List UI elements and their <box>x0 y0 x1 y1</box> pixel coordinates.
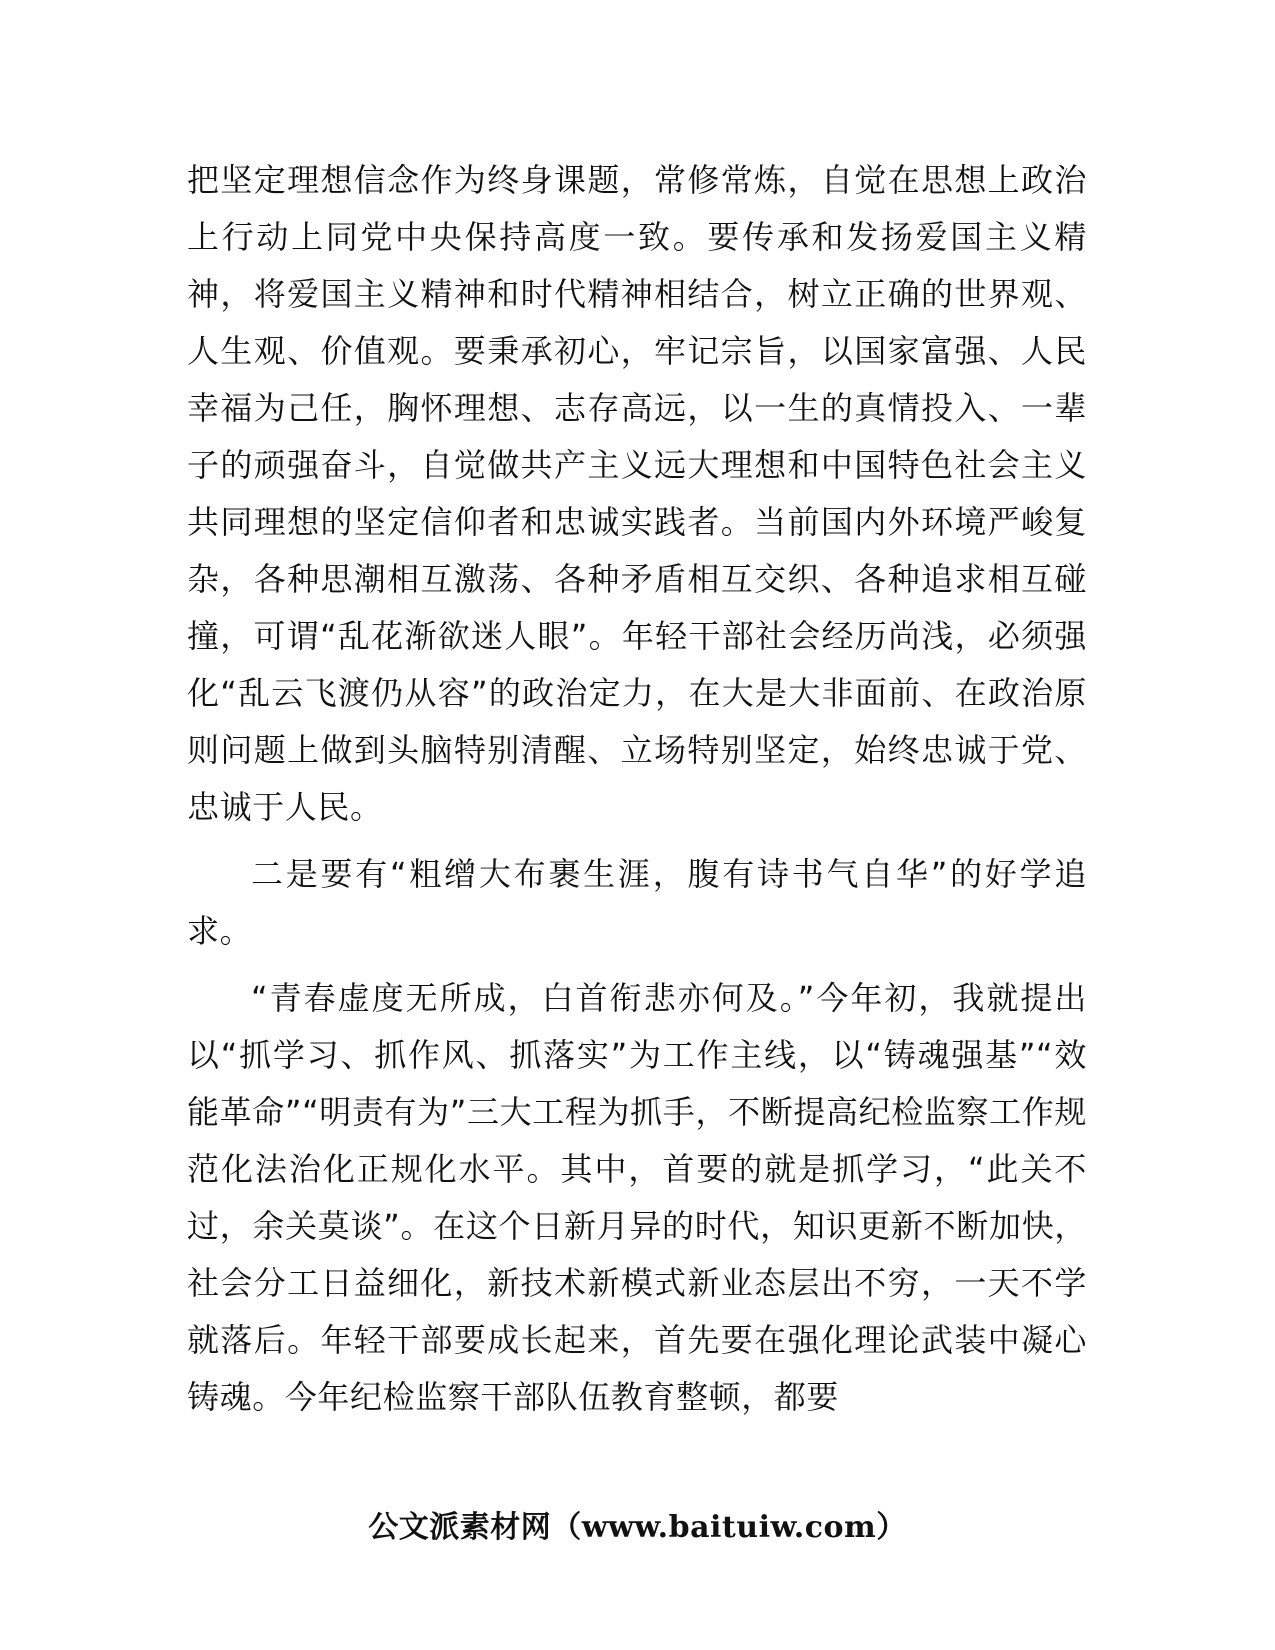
footer-watermark: 公文派素材网（www.baituiw.com） <box>368 1510 907 1545</box>
paragraph-point-two-heading: 二是要有“粗缯大布裹生涯，腹有诗书气自华”的好学追求。 <box>187 855 1087 950</box>
document-body <box>187 152 1087 1436</box>
paragraph-study: “青春虚度无所成，白首衔悲亦何及。”今年初，我就提出以“抓学习、抓作风、抓落实”为工作主线，以“铸魂强基”“效能革命”“明责有为”三大工程为抓手，不断提高纪检监察工作规范化法治化正规化水平。其中，首要的就是抓学习，“此关不过，余关莫谈”。在这个日新月异的时代，知识更新不断加快，社会分工日益细化，新技术新模式新业态层出不穷，一天不学就落后。年轻干部要成长起来，首先要在强化理论武装中凝心铸魂。今年纪检监察干部队伍教育整顿，都要 <box>187 979 1087 1416</box>
paragraph-continuation: 把坚定理想信念作为终身课题，常修常炼，自觉在思想上政治上行动上同党中央保持高度一致。要传承和发扬爱国主义精神，将爱国主义精神和时代精神相结合，树立正确的世界观、人生观、价值观。要秉承初心，牢记宗旨，以国家富强、人民幸福为己任，胸怀理想、志存高远，以一生的真情投入、一辈子的顽强奋斗，自觉做共产主义远大理想和中国特色社会主义共同理想的坚定信仰者和忠诚实践者。当前国内外环境严峻复杂，各种思潮相互激荡、各种矛盾相互交织、各种追求相互碰撞，可谓“乱花渐欲迷人眼”。年轻干部社会经历尚浅，必须强化“乱云飞渡仍从容”的政治定力，在大是大非面前、在政治原则问题上做到头脑特别清醒、立场特别坚定，始终忠诚于党、忠诚于人民。 <box>187 161 1087 826</box>
